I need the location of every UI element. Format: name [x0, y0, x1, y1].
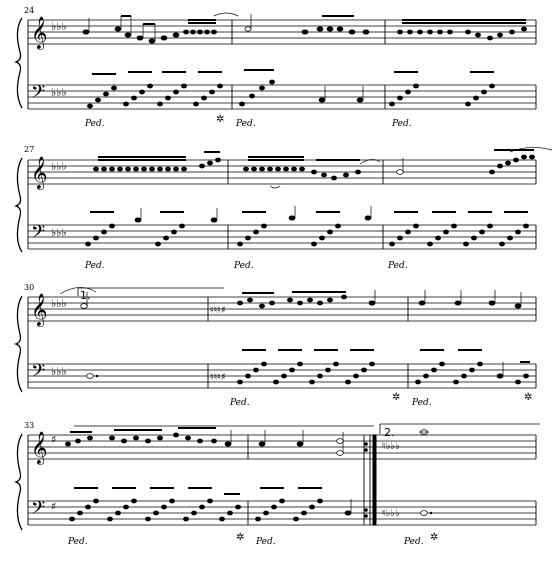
key-signature-sharp: ♯ — [51, 433, 57, 446]
repeat-barline — [365, 435, 376, 525]
key-signature-flats: ♭♭♭ — [51, 20, 67, 33]
bass-staff — [28, 501, 536, 525]
brace — [16, 296, 22, 392]
pedal-mark: Ped. — [256, 537, 276, 547]
bass-notes — [87, 350, 530, 384]
pedal-mark: Ped. — [236, 119, 256, 129]
pedal-mark: Ped. — [234, 261, 254, 271]
key-signature-sharp: ♯ — [51, 500, 57, 513]
key-change-naturals-flats: ♮♭♭♭ — [382, 508, 400, 519]
measure-number: 33 — [24, 421, 35, 430]
measure-number: 27 — [24, 145, 35, 154]
system-4 — [16, 421, 540, 547]
measure-number: 24 — [24, 6, 35, 15]
volta-label: 2. — [384, 426, 395, 439]
bass-staff — [28, 225, 536, 249]
bass-notes — [85, 206, 528, 246]
barlines — [28, 435, 536, 525]
key-change-naturals-sharp: ♮♮♮♯ — [210, 372, 226, 383]
treble-notes — [60, 287, 521, 308]
bass-notes — [87, 70, 494, 108]
key-signature-flats: ♭♭♭ — [51, 365, 67, 378]
treble-staff — [28, 160, 536, 184]
bass-clef-icon: 𝄢 — [31, 361, 46, 386]
bass-notes — [69, 488, 432, 521]
bass-clef-icon: 𝄢 — [31, 222, 46, 247]
pedal-mark: Ped. — [388, 261, 408, 271]
key-signature-flats: ♭♭♭ — [51, 86, 67, 99]
barlines — [28, 160, 536, 249]
pedal-mark: Ped. — [230, 398, 250, 408]
treble-notes — [93, 147, 552, 188]
treble-clef-icon: 𝄞 — [31, 156, 48, 189]
brace — [16, 18, 22, 108]
pedal-release-icon: ✲ — [524, 392, 533, 403]
key-change-naturals-flats: ♮♭♭♭ — [382, 441, 400, 452]
pedal-release-icon: ✲ — [216, 114, 225, 125]
pedal-mark: Ped. — [85, 261, 105, 271]
pedal-mark: Ped. — [412, 398, 432, 408]
brace — [16, 158, 22, 252]
bass-staff — [28, 85, 536, 109]
treble-staff — [28, 435, 536, 459]
system-3 — [16, 283, 536, 408]
pedal-release-icon: ✲ — [430, 532, 439, 543]
measure-number: 30 — [24, 283, 35, 292]
bass-clef-icon: 𝄢 — [31, 82, 46, 107]
treble-clef-icon: 𝄞 — [31, 293, 48, 326]
treble-clef-icon: 𝄞 — [31, 431, 48, 464]
key-signature-flats: ♭♭♭ — [51, 160, 67, 173]
key-signature-flats: ♭♭♭ — [51, 297, 67, 310]
key-signature-flats: ♭♭♭ — [51, 226, 67, 239]
pedal-release-icon: ✲ — [392, 392, 401, 403]
key-change-naturals-sharp: ♮♮♮♯ — [210, 305, 226, 316]
volta-label: 1. — [80, 289, 91, 302]
brace — [16, 434, 22, 530]
treble-notes — [83, 13, 527, 43]
treble-clef-icon: 𝄞 — [31, 16, 48, 49]
pedal-mark: Ped. — [392, 119, 412, 129]
system-1 — [16, 6, 536, 129]
volta-bracket-1 — [78, 288, 224, 296]
bass-clef-icon: 𝄢 — [31, 498, 46, 523]
pedal-mark: Ped. — [85, 119, 105, 129]
system-2 — [16, 145, 552, 271]
treble-staff — [28, 297, 536, 321]
pedal-mark: Ped. — [68, 537, 88, 547]
pedal-mark: Ped. — [404, 537, 424, 547]
pedal-release-icon: ✲ — [236, 532, 245, 543]
